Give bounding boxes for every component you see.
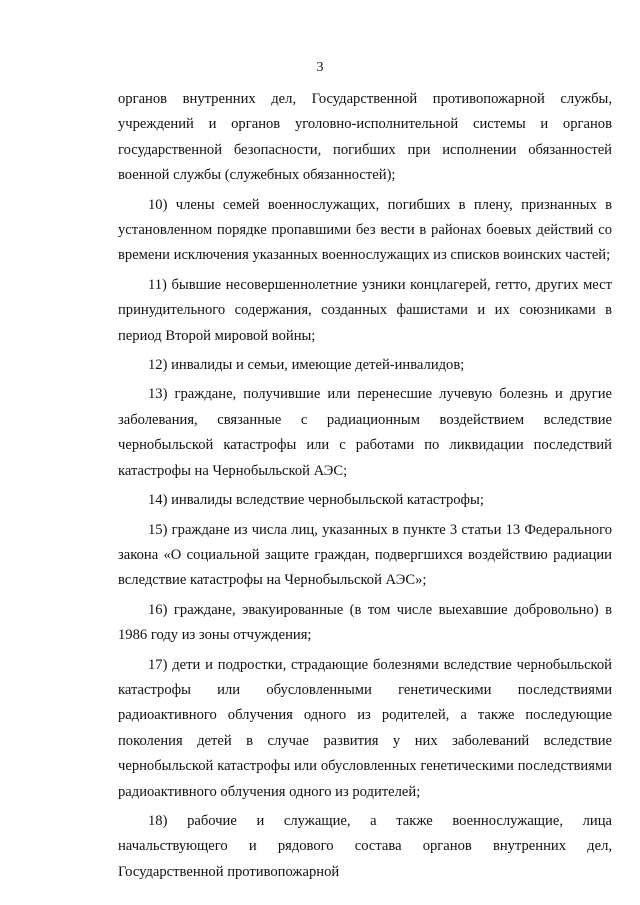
- list-item-17: 17) дети и подростки, страдающие болезнями вследствие чернобыльской катастрофы или обусловленными генетическими последствиями радиоактивного облучения одного из родителей, а также последующие поколения детей в случае развития у них заболеваний вследствие чернобыльской катастрофы или обусловленных генетическими последствиями радиоактивного облучения одного из родителей;: [118, 656, 612, 800]
- list-item-12: 12) инвалиды и семьи, имеющие детей-инвалидов;: [148, 357, 465, 374]
- document-body: [118, 87, 612, 885]
- list-item-14: 14) инвалиды вследствие чернобыльской катастрофы;: [148, 492, 484, 509]
- list-item-13: 13) граждане, получившие или перенесшие лучевую болезнь и другие заболевания, связанные с радиационным воздействием вследствие чернобыльской катастрофы или с работами по ликвидации последствий катастрофы на Чернобыльской АЭС;: [118, 386, 612, 479]
- paragraph-continuation: органов внутренних дел, Государственной противопожарной службы, учреждений и органов уголовно-исполнительной системы и органов государственной безопасности, погибших при исполнении обязанностей военной службы (служебных обязанностей);: [118, 91, 612, 184]
- list-item-11: 11) бывшие несовершеннолетние узники концлагерей, гетто, других мест принудительного содержания, созданных фашистами и их союзниками в период Второй мировой войны;: [118, 276, 612, 344]
- list-item-16: 16) граждане, эвакуированные (в том числе выехавшие добровольно) в 1986 году из зоны отчуждения;: [118, 601, 612, 644]
- list-item-15: 15) граждане из числа лиц, указанных в пункте 3 статьи 13 Федерального закона «О социальной защите граждан, подвергшихся воздействию радиации вследствие катастрофы на Чернобыльской АЭС»;: [118, 521, 612, 589]
- list-item-18: 18) рабочие и служащие, а также военнослужащие, лица начальствующего и рядового состава органов внутренних дел, Государственной противопожарной: [118, 812, 612, 880]
- list-item-10: 10) члены семей военнослужащих, погибших в плену, признанных в установленном порядке пропавшими без вести в районах боевых действий со времени исключения указанных военнослужащих из списков воинских частей;: [118, 196, 612, 264]
- page-number: 3: [316, 60, 324, 75]
